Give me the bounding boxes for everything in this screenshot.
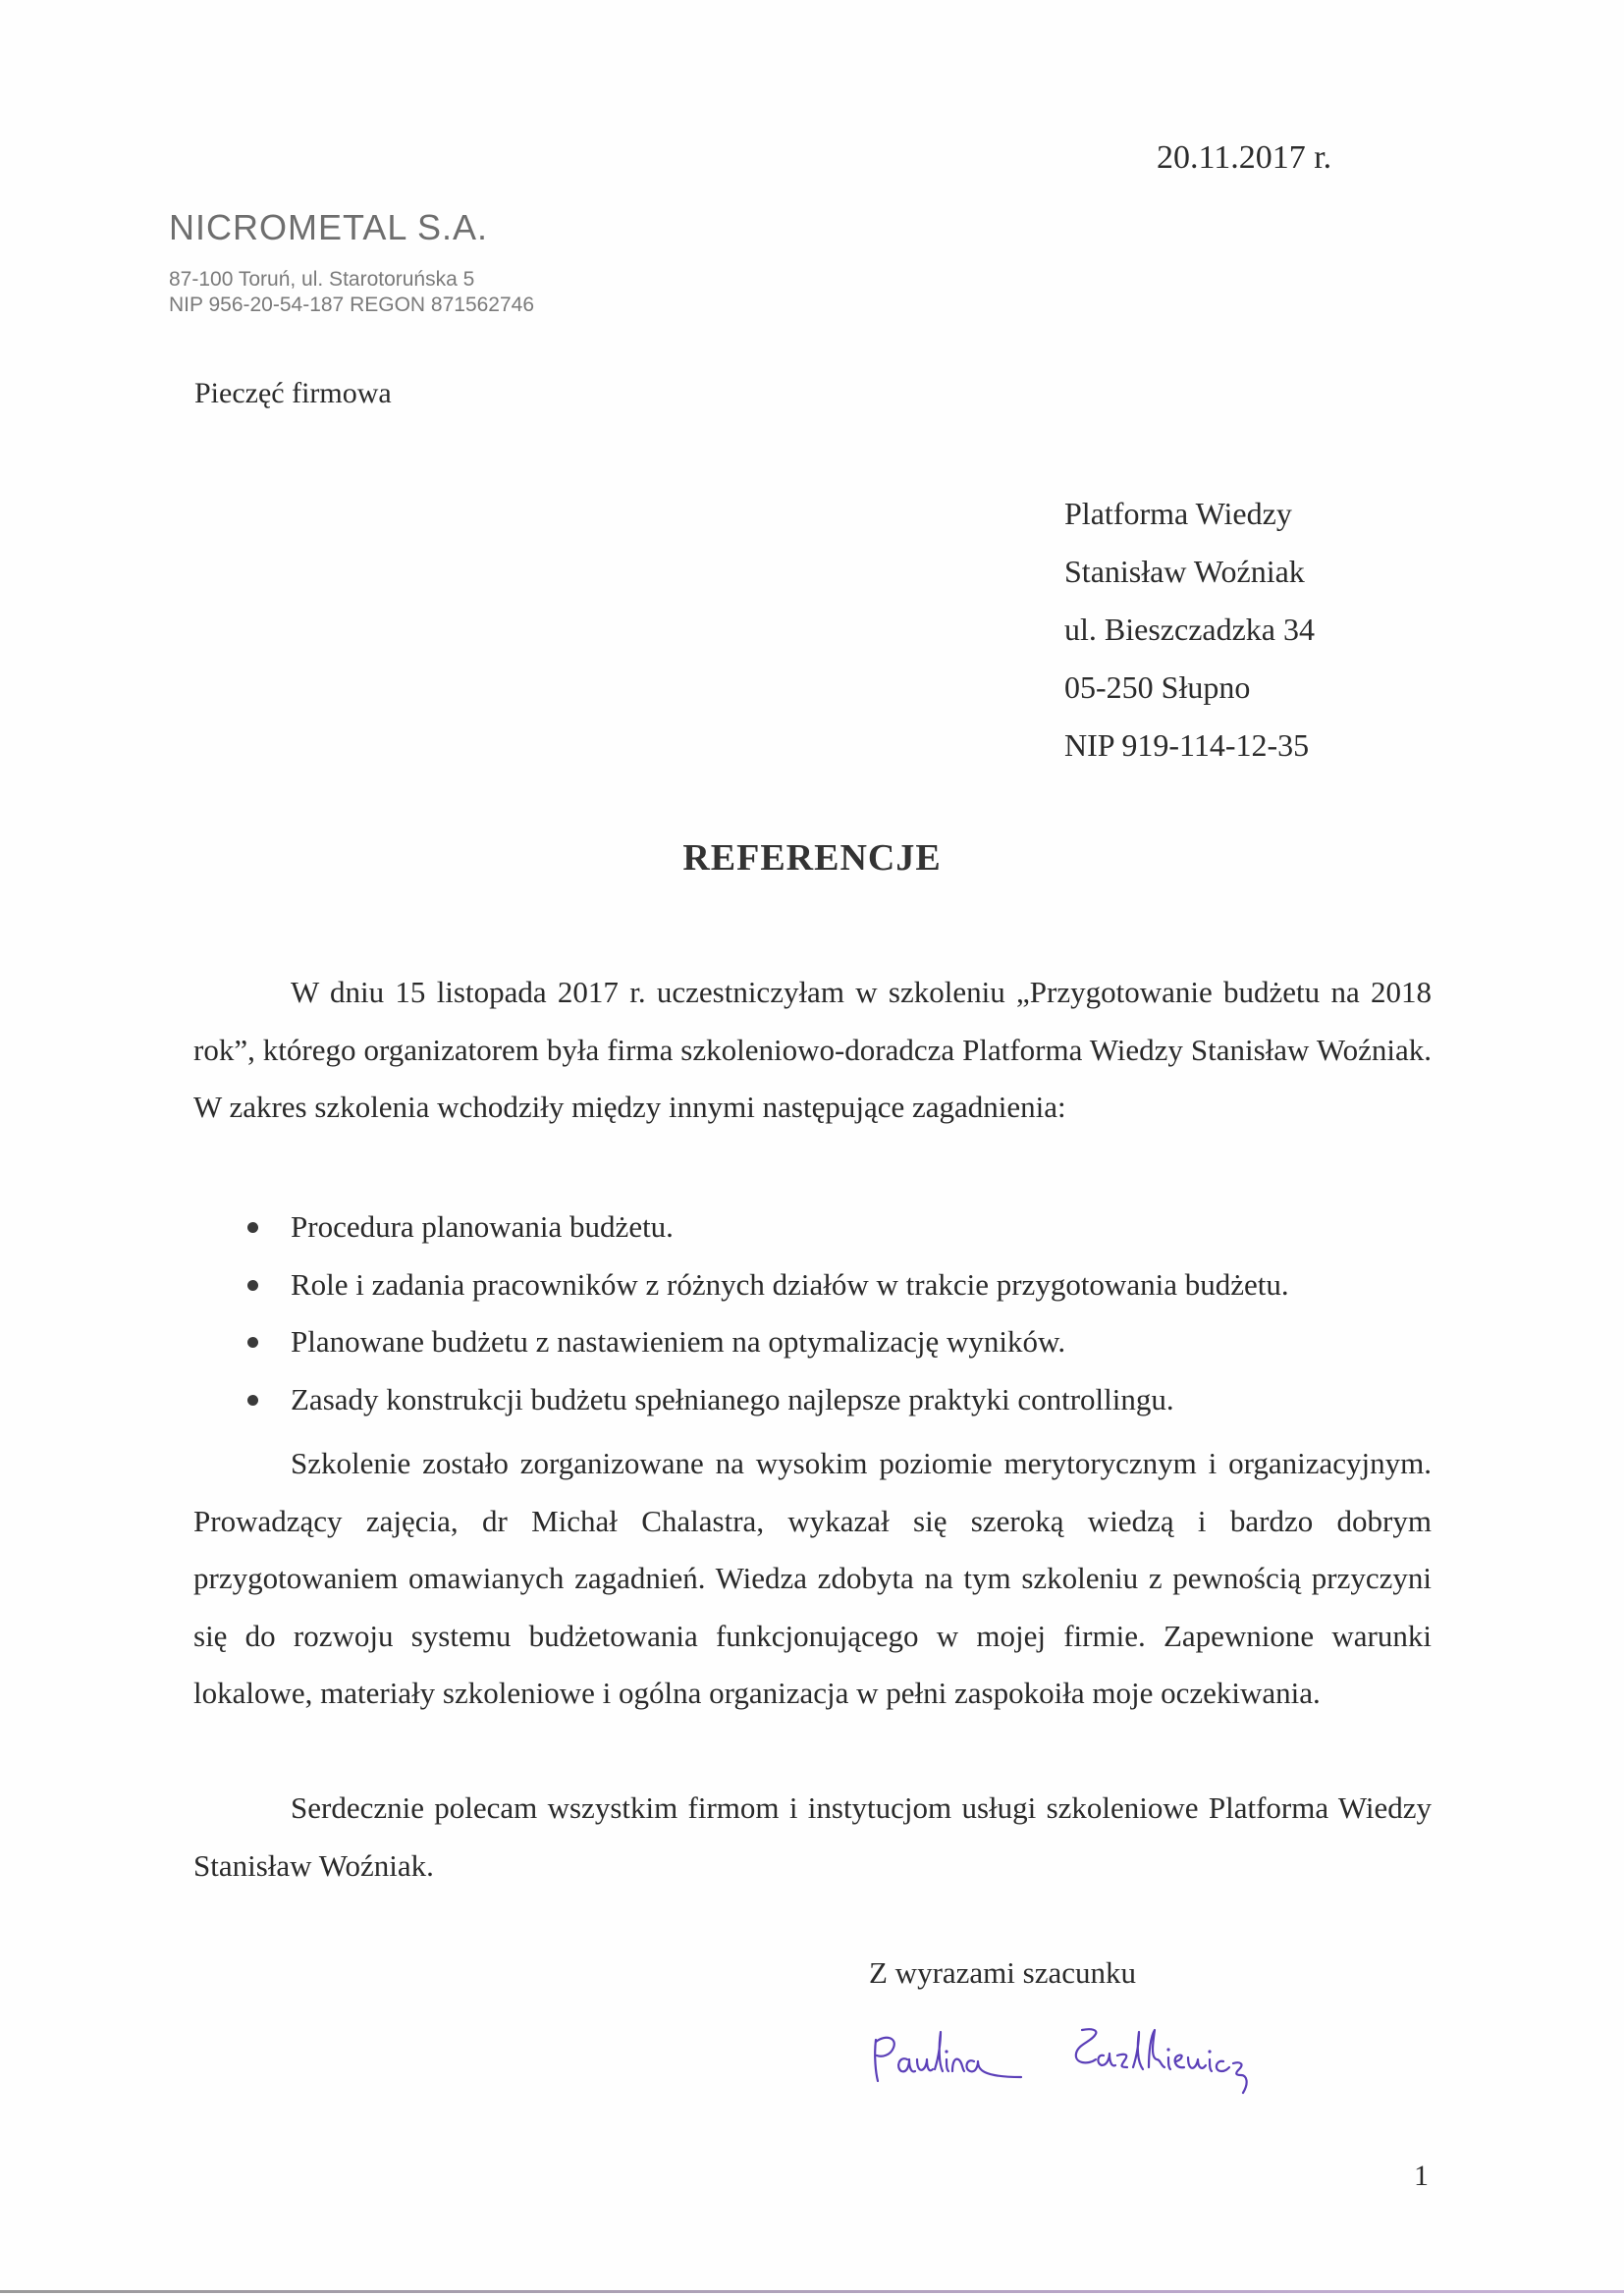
recipient-line: Stanisław Woźniak bbox=[1064, 554, 1305, 589]
intro-paragraph: W dniu 15 listopada 2017 r. uczestniczyłam w szkoleniu „Przygotowanie budżetu na 2018 rok”, którego organizatorem była firma szkoleniowo-doradcza Platforma Wiedzy Stanisław Woźniak. W zakres szkolenia wchodziły między innymi następujące zagadnienia: bbox=[193, 975, 1432, 1124]
recipient-line: ul. Bieszczadzka 34 bbox=[1064, 612, 1315, 647]
recommendation-paragraph: Serdecznie polecam wszystkim firmom i instytucjom usługi szkoleniowe Platforma Wiedzy Stanisław Woźniak. bbox=[193, 1790, 1432, 1883]
stamp-company-name: NICROMETAL S.A. bbox=[169, 207, 489, 247]
scan-bottom-edge bbox=[0, 2290, 1624, 2293]
bullet-icon bbox=[247, 1280, 258, 1291]
evaluation-paragraph: Szkolenie zostało zorganizowane na wysokim poziomie merytorycznym i organizacyjnym. Prowadzący zajęcia, dr Michał Chalastra, wykazał się szeroką wiedzą i bardzo dobrym przygotowaniem omawianych zagadnień. Wiedza zdobyta na tym szkoleniu z pewnością przyczyni się do rozwoju systemu budżetowania funkcjonującego w mojej firmie. Zapewnione warunki lokalowe, materiały szkoleniowe i ogólna organizacja w pełni zaspokoiła moje oczekiwania. bbox=[193, 1446, 1432, 1710]
bullet-icon bbox=[247, 1337, 258, 1348]
stamp-tax-ids: NIP 956-20-54-187 REGON 871562746 bbox=[169, 294, 535, 316]
recipient-line: 05-250 Słupno bbox=[1064, 669, 1251, 705]
list-item bbox=[193, 1199, 1440, 1256]
list-item bbox=[193, 1371, 1440, 1429]
list-item bbox=[193, 1256, 1440, 1314]
company-stamp bbox=[169, 208, 534, 318]
evaluation-paragraph-block bbox=[193, 1435, 1432, 1723]
topic-text: Procedura planowania budżetu. bbox=[291, 1209, 674, 1244]
bullet-icon bbox=[247, 1395, 258, 1406]
stamp-label: Pieczęć firmowa bbox=[194, 377, 392, 409]
topics-list bbox=[193, 1199, 1440, 1428]
recommendation-paragraph-block bbox=[193, 1780, 1432, 1895]
letter-date: 20.11.2017 r. bbox=[1157, 139, 1332, 176]
recipient-line: NIP 919-114-12-35 bbox=[1064, 727, 1310, 763]
handwritten-signature bbox=[864, 2012, 1276, 2120]
stamp-address: 87-100 Toruń, ul. Starotoruńska 5 bbox=[169, 268, 475, 291]
topic-text: Role i zadania pracowników z różnych działów w trakcie przygotowania budżetu. bbox=[291, 1266, 1289, 1302]
closing-salutation: Z wyrazami szacunku bbox=[869, 1955, 1136, 1990]
topic-text: Planowane budżetu z nastawieniem na optymalizację wyników. bbox=[291, 1324, 1066, 1359]
topic-text: Zasady konstrukcji budżetu spełnianego najlepsze praktyki controllingu. bbox=[291, 1381, 1174, 1416]
recipient-address-block bbox=[1064, 485, 1315, 774]
recipient-line: Platforma Wiedzy bbox=[1064, 496, 1292, 531]
intro-paragraph-block bbox=[193, 964, 1432, 1137]
bullet-icon bbox=[247, 1222, 258, 1233]
list-item bbox=[193, 1313, 1440, 1371]
page-number: 1 bbox=[1414, 2160, 1429, 2192]
document-title: REFERENCJE bbox=[682, 837, 942, 879]
